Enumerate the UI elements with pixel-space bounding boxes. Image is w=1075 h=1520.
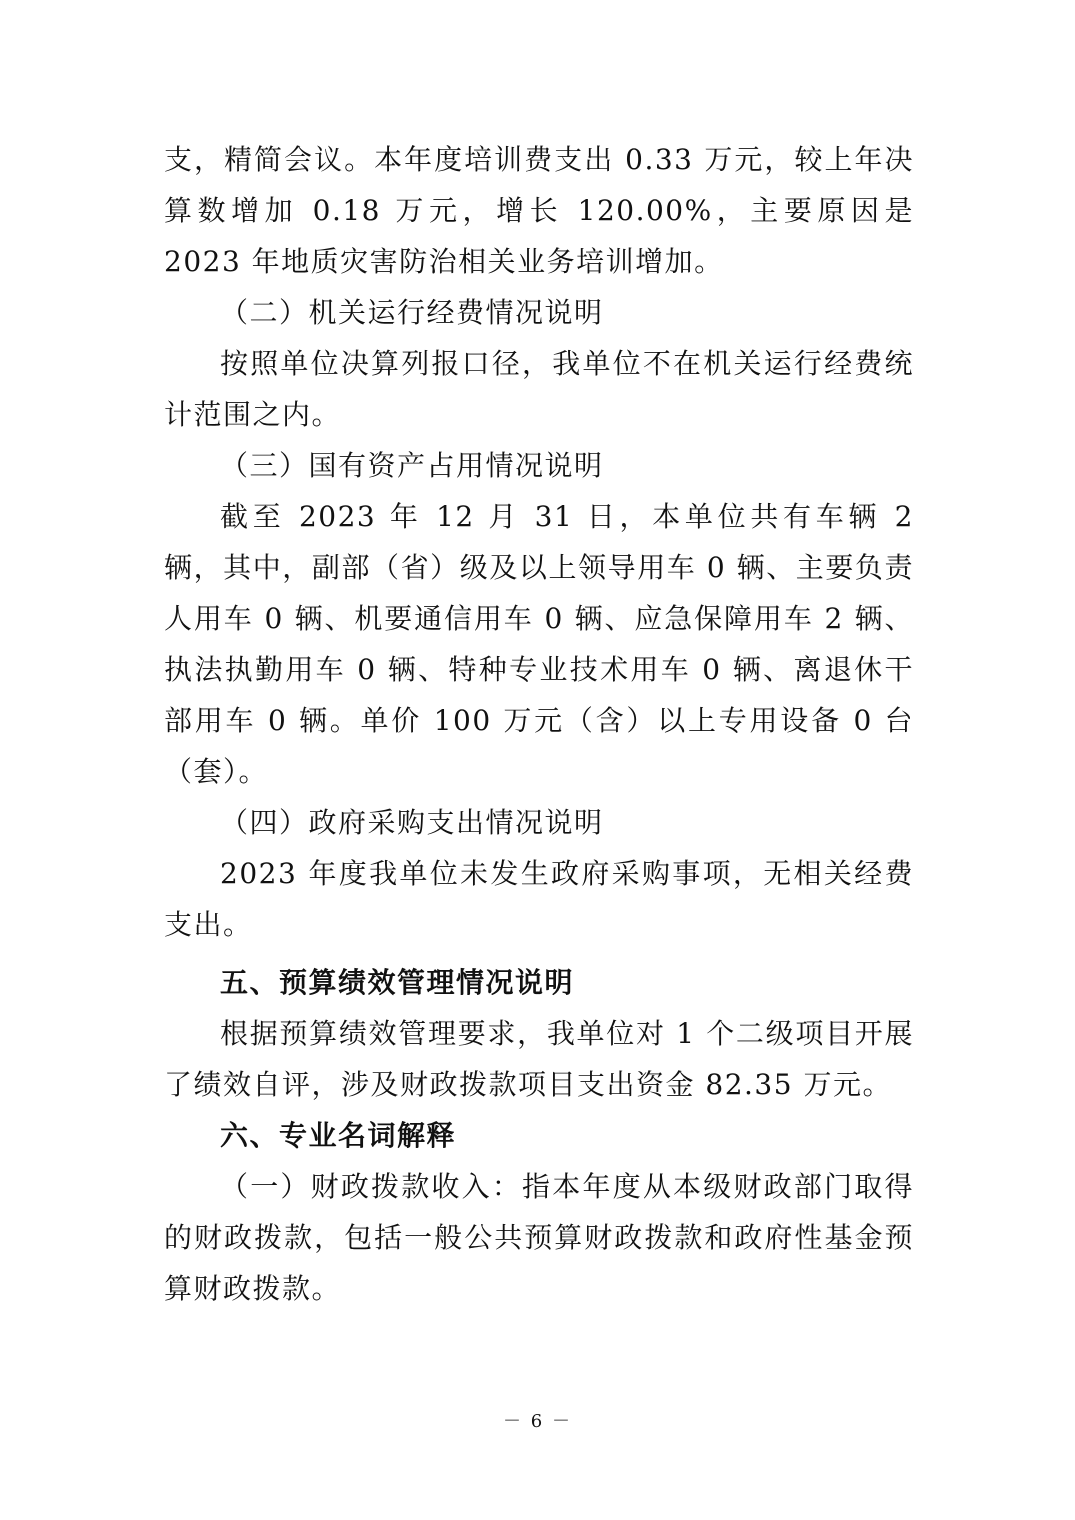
heading-terminology: 六、专业名词解释 [220,1119,457,1152]
paragraph-operating-expenses: 按照单位决算列报口径，我单位不在机关运行经费统计范围之内。 [164,347,914,431]
heading-operating-expenses: （二）机关运行经费情况说明 [220,296,604,329]
document-body [164,134,914,1314]
page-number: － 6 － [503,1411,572,1432]
heading-state-assets: （三）国有资产占用情况说明 [220,449,604,482]
heading-procurement: （四）政府采购支出情况说明 [220,806,604,839]
heading-performance-management: 五、预算绩效管理情况说明 [220,966,575,999]
paragraph-state-assets: 截至 2023 年 12 月 31 日，本单位共有车辆 2 辆，其中，副部（省）级及以上领导用车 0 辆、主要负责人用车 0 辆、机要通信用车 0 辆、应急保障用车 2 辆、执法执勤用车 0 辆、特种专业技术用车 0 辆、离退休干部用车 0 辆。单价 100 万元（含）以上专用设备 0 台（套）。 [164,500,914,788]
paragraph-performance-management: 根据预算绩效管理要求，我单位对 1 个二级项目开展了绩效自评，涉及财政拨款项目支出资金 82.35 万元。 [164,1017,914,1101]
paragraph-procurement: 2023 年度我单位未发生政府采购事项，无相关经费支出。 [164,857,914,941]
paragraph-training-expense: 支，精简会议。本年度培训费支出 0.33 万元，较上年决算数增加 0.18 万元，增长 120.00%，主要原因是 2023 年地质灾害防治相关业务培训增加。 [164,143,914,278]
paragraph-fiscal-appropriation-income: （一）财政拨款收入：指本年度从本级财政部门取得的财政拨款，包括一般公共预算财政拨款和政府性基金预算财政拨款。 [164,1170,914,1305]
